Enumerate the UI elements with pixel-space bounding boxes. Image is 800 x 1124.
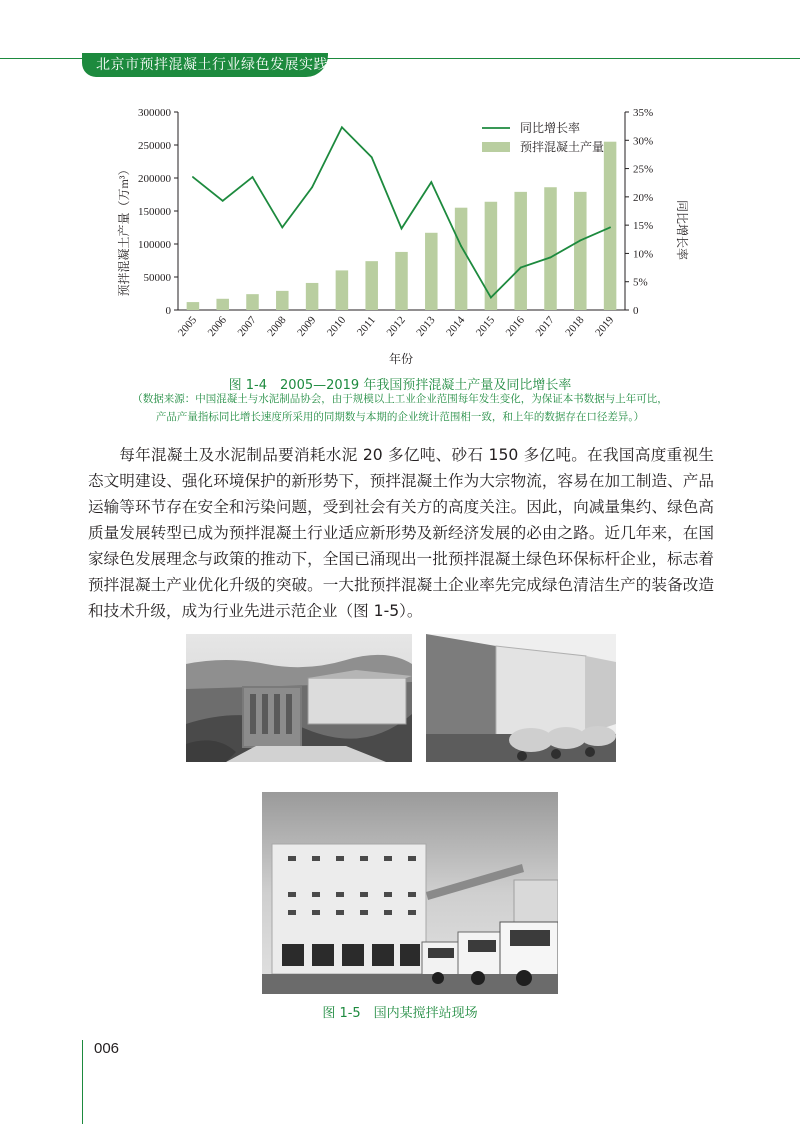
growth-point-2010 [341, 126, 343, 128]
bar-2010 [336, 270, 349, 310]
right-tick-label: 10% [633, 248, 654, 261]
right-tick-label: 5% [633, 276, 648, 289]
x-tick-label: 2007 [235, 314, 259, 339]
bar-series [187, 142, 617, 310]
bar-2019 [604, 142, 617, 310]
bar-2007 [246, 294, 259, 310]
x-tick-label: 2009 [295, 314, 319, 339]
x-tick-label: 2018 [563, 314, 587, 339]
mixing-station-site-photo [262, 792, 558, 994]
right-tick-label: 0 [633, 305, 639, 317]
growth-point-2015 [490, 297, 492, 299]
bar-2005 [187, 302, 200, 310]
right-tick-label: 35% [633, 107, 654, 119]
left-tick-label: 100000 [138, 239, 171, 251]
body-paragraph: 每年混凝土及水泥制品要消耗水泥 20 多亿吨、砂石 150 多亿吨。在我国高度重视生态文明建设、强化环境保护的新形势下，预拌混凝土作为大宗物流，容易在加工制造、产品运输等环节存在安全和污染问题，受到社会有关方的高度关注。因此，向减量集约、绿色高质量发展转型已成为预拌混凝土行业适应新形势及新经济发展的必由之路。近几年来，在国家绿色发展理念与政策的推动下，全国已涌现出一批预拌混凝土绿色环保标杆企业，标志着预拌混凝土产业优化升级的突破。一大批预拌混凝土企业率先完成绿色清洁生产的装备改造和技术升级，成为行业先进示范企业（图 1-5）。 [88, 446, 714, 620]
chart-legend [482, 120, 604, 154]
bar-2009 [306, 283, 319, 310]
right-tick-label: 20% [633, 191, 654, 204]
x-tick-label: 2015 [473, 314, 498, 339]
figure-1-4-note-line1: （数据来源：中国混凝土与水泥制品协会，由于规模以上工业企业范围每年发生变化，为保证本书数据与上年可比， [132, 393, 668, 405]
growth-point-2008 [281, 227, 283, 229]
bar-2006 [216, 299, 229, 310]
running-header-title: 北京市预拌混凝土行业绿色发展实践 [96, 57, 328, 73]
legend-line-label: 同比增长率 [520, 121, 581, 135]
production-growth-chart [80, 100, 690, 370]
right-tick-labels [633, 107, 653, 317]
growth-point-2012 [401, 228, 403, 230]
figure-1-4-caption: 图 1-4 2005—2019 年我国预拌混凝土产量及同比增长率 [228, 378, 572, 393]
right-tick-label: 25% [633, 163, 654, 176]
right-tick-label: 30% [633, 135, 654, 148]
x-tick-label: 2005 [175, 314, 200, 339]
bar-2017 [544, 187, 557, 310]
figure-1-4-note-line2: 产品产量指标同比增长速度所采用的同期数与本期的企业统计范围相一致，和上年的数据存在口径差异。） [155, 411, 645, 423]
footer-rule [82, 1040, 83, 1124]
x-tick-label: 2008 [265, 314, 289, 339]
bar-2016 [514, 192, 527, 310]
left-tick-label: 250000 [138, 140, 171, 152]
bar-2018 [574, 192, 587, 310]
legend-bar-label: 预拌混凝土产量 [520, 140, 605, 154]
growth-point-2005 [192, 176, 194, 178]
left-tick-label: 200000 [138, 173, 171, 185]
growth-point-2011 [371, 156, 373, 158]
left-tick-label: 0 [165, 305, 171, 317]
x-tick-label: 2006 [205, 314, 229, 339]
right-tick-label: 15% [633, 220, 654, 233]
bar-2011 [365, 261, 378, 310]
x-tick-label: 2011 [354, 314, 378, 339]
left-tick-labels [138, 107, 172, 317]
x-tick-label: 2014 [444, 314, 468, 339]
x-tick-labels [176, 314, 617, 339]
growth-point-2016 [520, 267, 522, 269]
right-axis-label: 同比增长率 [675, 199, 689, 261]
bar-2013 [425, 233, 438, 310]
x-tick-label: 2017 [533, 314, 557, 339]
growth-point-2017 [550, 256, 552, 258]
growth-point-2006 [222, 200, 224, 202]
page-number: 006 [94, 1040, 120, 1057]
left-tick-label: 300000 [138, 107, 171, 119]
growth-point-2013 [430, 181, 432, 183]
bar-2008 [276, 291, 289, 310]
growth-point-2019 [609, 227, 611, 229]
x-tick-label: 2016 [503, 314, 527, 339]
growth-point-2007 [252, 176, 254, 178]
growth-point-2014 [460, 245, 462, 247]
bar-2014 [455, 208, 468, 310]
x-tick-label: 2012 [384, 314, 408, 339]
growth-point-2018 [579, 240, 581, 242]
left-tick-label: 150000 [138, 206, 171, 218]
aerial-plant-photo [186, 634, 412, 762]
x-axis-label: 年份 [388, 352, 414, 366]
x-tick-label: 2010 [324, 314, 349, 339]
growth-point-2009 [311, 186, 313, 188]
x-tick-label: 2013 [414, 314, 438, 339]
left-tick-label: 50000 [143, 272, 171, 284]
figure-1-5-caption: 图 1-5 国内某搅拌站现场 [322, 1006, 478, 1021]
body-paragraph-block [88, 442, 714, 624]
x-tick-label: 2019 [593, 314, 617, 339]
left-axis-label: 预拌混凝土产量（万m³） [117, 163, 131, 297]
legend-bar-swatch [482, 142, 510, 152]
plant-with-mixer-trucks-photo [426, 634, 616, 762]
bar-2012 [395, 252, 408, 310]
